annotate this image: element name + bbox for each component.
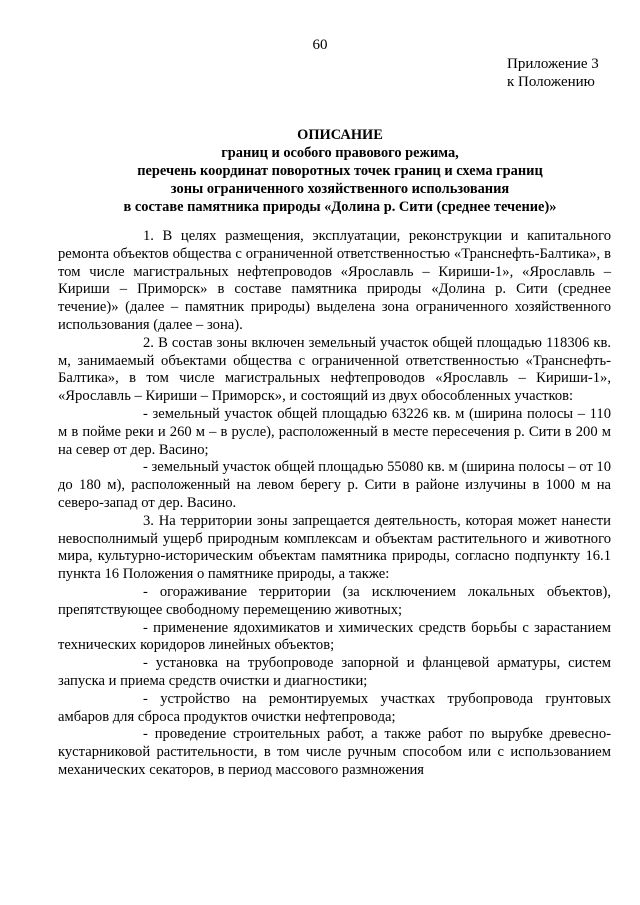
list-item-fencing: - огораживание территории (за исключением локальных объектов), препятствующее свободному перемещению животных; <box>58 583 611 618</box>
appendix-regulation-ref: к Положению <box>507 74 595 90</box>
title-line-5: в составе памятника природы «Долина р. Сити (среднее течение)» <box>123 199 557 215</box>
list-item-barns: - устройство на ремонтируемых участках трубопровода грунтовых амбаров для сброса продуктов очистки нефтепровода; <box>58 690 611 725</box>
document-title <box>60 126 620 216</box>
appendix-reference <box>507 55 599 91</box>
document-body <box>58 228 611 780</box>
title-line-3: перечень координат поворотных точек границ и схема границ <box>137 163 543 179</box>
paragraph-1: 1. В целях размещения, эксплуатации, реконструкции и капитального ремонта объектов общества с ограниченной ответственностью «Транснефть-Балтика», в том числе магистральных нефтепроводов «Ярославль – Кириши-1», «Ярославль – Кириши – Приморск» в составе памятника природы «Долина р. Сити (среднее течение)» (далее – памятник природы) выделена зона ограниченного хозяйственного использования (далее – зона). <box>58 228 611 333</box>
list-item-chemicals: - применение ядохимикатов и химических средств борьбы с зарастанием технических коридоров линейных объектов; <box>58 619 611 654</box>
list-item-plot-1: - земельный участок общей площадью 63226 кв. м (ширина полосы – 110 м в пойме реки и 260 м – в русле), расположенный в месте пересечения р. Сити в 200 м на север от дер. Васино; <box>58 405 611 458</box>
title-line-4: зоны ограниченного хозяйственного использования <box>170 181 510 197</box>
title-heading: ОПИСАНИЕ <box>297 127 383 143</box>
title-line-2: границ и особого правового режима, <box>221 145 459 161</box>
paragraph-3: 3. На территории зоны запрещается деятельность, которая может нанести невосполнимый ущерб природным комплексам и объектам растительного и животного мира, культурно-историческим объектам памятника природы, согласно подпункту 16.1 пункта 16 Положения о памятнике природы, а также: <box>58 512 611 583</box>
list-item-plot-2: - земельный участок общей площадью 55080 кв. м (ширина полосы – от 10 до 180 м), расположенный на левом берегу р. Сити в районе излучины в 1000 м на северо-запад от дер. Васино. <box>58 459 611 511</box>
paragraph-2: 2. В состав зоны включен земельный участок общей площадью 118306 кв. м, занимаемый объектами общества с ограниченной ответственностью «Транснефть-Балтика», в том числе магистральных нефтепроводов «Ярославль – Кириши-1», «Ярославль – Кириши – Приморск», и состоящий из двух обособленных участков: <box>58 334 611 405</box>
page-number: 60 <box>312 37 328 53</box>
list-item-valves: - установка на трубопроводе запорной и фланцевой арматуры, систем запуска и приема средств очистки и диагностики; <box>58 655 611 689</box>
list-item-construction: - проведение строительных работ, а также работ по вырубке древесно-кустарниковой растительности, в том числе ручным способом или с использованием механических секаторов, в период массового размножения <box>58 726 611 778</box>
appendix-label: Приложение 3 <box>507 56 599 72</box>
